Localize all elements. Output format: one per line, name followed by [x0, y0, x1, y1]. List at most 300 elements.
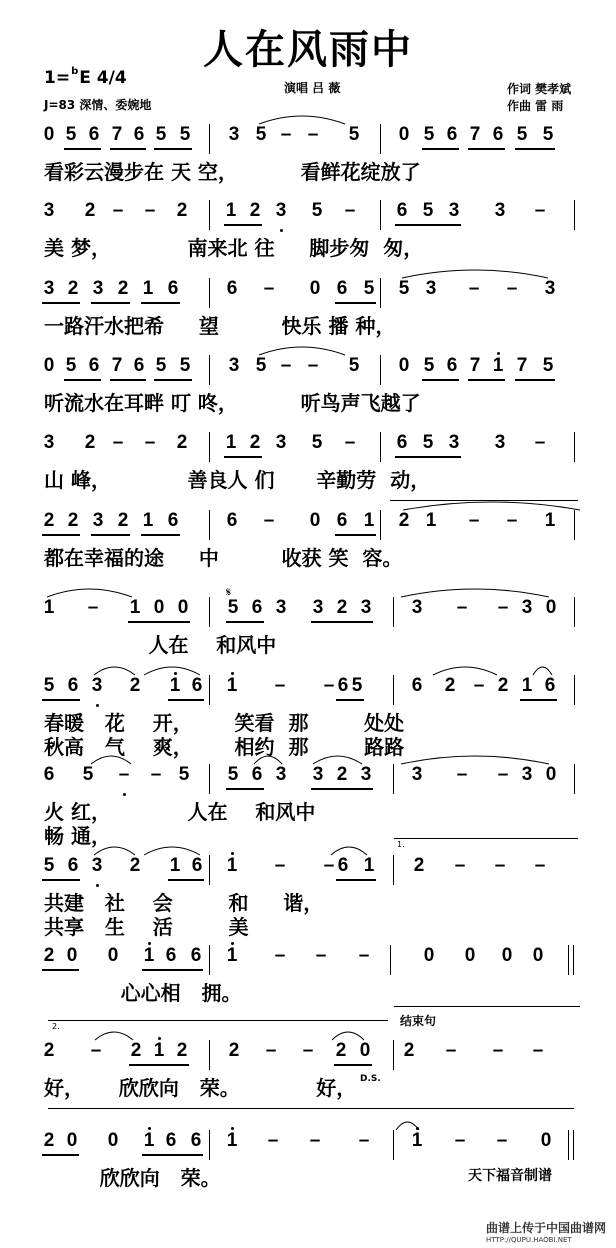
ending-label: 结束句: [400, 1014, 437, 1028]
note: 6: [133, 124, 145, 145]
bar-line: [393, 1040, 394, 1070]
beam-underline: [515, 379, 555, 381]
note: –: [534, 432, 546, 453]
lyric-line: 都在幸福的途 中 收获 笑 容。: [44, 546, 403, 570]
beam-underline: [64, 379, 101, 381]
bar-line: [209, 355, 210, 385]
note: –: [315, 945, 327, 966]
beam-underline: [224, 224, 262, 226]
note: –: [274, 675, 286, 696]
note: 2: [43, 510, 55, 531]
beam-underline: [141, 302, 180, 304]
bar-line: [380, 278, 381, 308]
beam-underline: [154, 148, 192, 150]
notes-row: [0, 278, 616, 306]
bar-line: [574, 200, 575, 230]
note: 6: [446, 355, 458, 376]
bar-line: [380, 355, 381, 385]
note: 1: [225, 432, 237, 453]
note: 2: [335, 1040, 347, 1061]
bar-line: [209, 124, 210, 154]
note: 6: [165, 945, 177, 966]
note: 3: [360, 597, 372, 618]
note: 1: [43, 597, 55, 618]
note: 7: [516, 355, 528, 376]
slur: [144, 667, 200, 675]
note: 0: [66, 945, 78, 966]
note: 2: [129, 855, 141, 876]
note: 1: [143, 945, 155, 966]
note: –: [454, 1130, 466, 1151]
note: –: [112, 200, 124, 221]
note: 3: [521, 597, 533, 618]
octave-dot-above: [148, 942, 151, 945]
lyric-line: 一路汗水把希 望 快乐 播 种，: [44, 314, 396, 338]
note: 2: [43, 945, 55, 966]
slur: [403, 502, 580, 510]
note: –: [358, 1130, 370, 1151]
note: 1: [492, 355, 504, 376]
slur: [433, 667, 497, 675]
note: –: [90, 1040, 102, 1061]
note: 3: [275, 432, 287, 453]
note: –: [307, 355, 319, 376]
notes-row: [0, 675, 616, 703]
note: 1: [363, 855, 375, 876]
bar-line: [393, 1130, 394, 1160]
note: 5: [43, 855, 55, 876]
bar-line: [568, 945, 569, 975]
note: 5: [363, 278, 375, 299]
watermark-url: HTTP://QUPU.HAOBI.NET: [486, 1236, 572, 1244]
notes-row: [0, 1040, 616, 1068]
note: 1: [544, 510, 556, 531]
bar-line: [209, 432, 210, 462]
note: 0: [398, 355, 410, 376]
note: –: [492, 1040, 504, 1061]
beam-underline: [91, 534, 130, 536]
bar-line: [573, 1130, 574, 1160]
note: 0: [423, 945, 435, 966]
note: –: [144, 200, 156, 221]
beam-underline: [152, 621, 190, 623]
notes-row: [0, 355, 616, 383]
slur: [259, 116, 345, 124]
note: 2: [84, 200, 96, 221]
bar-line: [209, 510, 210, 540]
note: 1: [226, 945, 238, 966]
bar-line: [209, 1040, 210, 1070]
beam-underline: [42, 969, 79, 971]
note: 6: [190, 945, 202, 966]
note: 3: [411, 764, 423, 785]
composer-credit: 作曲 雷 雨: [507, 99, 564, 113]
singer-credit: 演唱 吕 薇: [284, 81, 341, 95]
notes-row: [0, 510, 616, 538]
lyric-line: 好， 欣欣向 荣。 好，: [44, 1076, 357, 1100]
note: 6: [446, 124, 458, 145]
beam-underline: [42, 302, 80, 304]
note: 6: [133, 355, 145, 376]
note: 2: [413, 855, 425, 876]
slur: [95, 1032, 133, 1040]
note: 6: [396, 432, 408, 453]
note: 0: [43, 124, 55, 145]
note: –: [112, 432, 124, 453]
note: 0: [107, 945, 119, 966]
notes-row: [0, 945, 616, 973]
note: 1: [521, 675, 533, 696]
beam-underline: [421, 456, 461, 458]
note: 6: [67, 675, 79, 696]
note: 0: [398, 124, 410, 145]
note: –: [150, 764, 162, 785]
beam-underline: [42, 1154, 79, 1156]
note: 0: [107, 1130, 119, 1151]
note: –: [358, 945, 370, 966]
note: 5: [542, 355, 554, 376]
bar-line: [380, 124, 381, 154]
note: 0: [532, 945, 544, 966]
beam-underline: [152, 1064, 189, 1066]
note: 3: [521, 764, 533, 785]
bar-line: [209, 675, 210, 705]
octave-dot-above: [231, 942, 234, 945]
note: –: [497, 764, 509, 785]
note: 6: [544, 675, 556, 696]
bar-line: [574, 764, 575, 794]
note: 6: [251, 764, 263, 785]
octave-dot-above: [231, 672, 234, 675]
lyric-line: 畅 通，: [44, 824, 111, 848]
note: 3: [91, 855, 103, 876]
note: 2: [117, 510, 129, 531]
lyric-line: 美 梦， 南来北 往 脚步匆 匆，: [44, 236, 424, 260]
note: 5: [422, 432, 434, 453]
lyric-line: 共建 社 会 和 谐，: [44, 891, 324, 915]
beam-underline: [336, 699, 364, 701]
lyric-line: 听流水在耳畔 叮 咚， 听鸟声飞越了: [44, 391, 421, 415]
note: 3: [275, 764, 287, 785]
slur: [94, 667, 135, 675]
note: 1: [169, 855, 181, 876]
bar-line: [209, 200, 210, 230]
note: 3: [448, 200, 460, 221]
note: 6: [190, 1130, 202, 1151]
note: 3: [228, 124, 240, 145]
note: 2: [249, 432, 261, 453]
bar-line: [380, 432, 381, 462]
note: –: [280, 355, 292, 376]
beam-underline: [422, 148, 459, 150]
note: 1: [226, 855, 238, 876]
final-line-bracket: [48, 1108, 574, 1109]
beam-underline: [515, 148, 555, 150]
note: 5: [311, 432, 323, 453]
note: 1: [363, 510, 375, 531]
octave-dot-above: [174, 672, 177, 675]
watermark: 曲谱上传于中国曲谱网: [486, 1221, 607, 1235]
note: –: [344, 200, 356, 221]
beam-underline: [421, 224, 461, 226]
note: 6: [226, 278, 238, 299]
note: 2: [67, 510, 79, 531]
note: 0: [309, 510, 321, 531]
note: 6: [337, 855, 349, 876]
bar-line: [573, 945, 574, 975]
note: 6: [167, 278, 179, 299]
bar-line: [568, 1130, 569, 1160]
beam-underline: [226, 621, 264, 623]
note: –: [274, 855, 286, 876]
notes-row: [0, 124, 616, 152]
beam-underline: [335, 534, 376, 536]
publisher-credit: 天下福音制谱: [468, 1168, 552, 1184]
note: –: [307, 124, 319, 145]
note: 3: [43, 432, 55, 453]
bar-line: [390, 945, 391, 975]
note: 6: [492, 124, 504, 145]
beam-underline: [335, 302, 376, 304]
note: –: [265, 1040, 277, 1061]
volta-2-bracket: [48, 1020, 388, 1021]
bar-line: [209, 764, 210, 794]
beam-underline: [164, 1154, 203, 1156]
lyricist-credit: 作词 樊孝斌: [507, 82, 572, 96]
ending-bracket: [394, 1006, 580, 1007]
note: 6: [191, 675, 203, 696]
note: 0: [545, 764, 557, 785]
note: 7: [469, 124, 481, 145]
note: 1: [142, 278, 154, 299]
note: –: [302, 1040, 314, 1061]
volta-1-label: 1.: [397, 840, 405, 849]
note: 2: [129, 675, 141, 696]
note: 6: [226, 510, 238, 531]
note: 6: [88, 355, 100, 376]
beam-underline: [224, 456, 262, 458]
note: 5: [43, 675, 55, 696]
bar-line: [209, 855, 210, 885]
beam-underline: [335, 788, 373, 790]
note: 0: [501, 945, 513, 966]
beam-underline: [336, 879, 376, 881]
note: 5: [311, 200, 323, 221]
volta-1-bracket: [394, 838, 578, 839]
note: 5: [398, 278, 410, 299]
bar-line: [574, 675, 575, 705]
note: 0: [309, 278, 321, 299]
volta-2-label: 2.: [52, 1022, 60, 1031]
note: 5: [255, 124, 267, 145]
note: 0: [153, 597, 165, 618]
lyric-line: 心心相 拥。: [44, 981, 242, 1005]
note: –: [497, 597, 509, 618]
note: 5: [255, 355, 267, 376]
note: 6: [88, 124, 100, 145]
note: 2: [249, 200, 261, 221]
beam-underline: [520, 699, 557, 701]
notes-row: [0, 764, 616, 792]
note: –: [506, 510, 518, 531]
note: 3: [91, 675, 103, 696]
notes-row: [0, 1130, 616, 1158]
note: –: [344, 432, 356, 453]
bar-line: [574, 510, 575, 540]
bar-line: [393, 855, 394, 885]
note: 3: [43, 200, 55, 221]
note: –: [534, 855, 546, 876]
lyric-line: 秋高 气 爽， 相约 那 路路: [44, 735, 405, 759]
note: 2: [444, 675, 456, 696]
note: 0: [540, 1130, 552, 1151]
note: 6: [191, 855, 203, 876]
note: 6: [165, 1130, 177, 1151]
note: 5: [422, 200, 434, 221]
note: 2: [398, 510, 410, 531]
bar-line: [574, 432, 575, 462]
key-signature: 1=$^b$E 4/4: [44, 66, 127, 88]
note: –: [274, 945, 286, 966]
bar-line: [393, 675, 394, 705]
note: 2: [43, 1040, 55, 1061]
note: 3: [275, 200, 287, 221]
bar-line: [209, 945, 210, 975]
note: 6: [251, 597, 263, 618]
beam-underline: [468, 379, 505, 381]
note: 7: [111, 355, 123, 376]
octave-dot-above: [231, 1127, 234, 1130]
note: –: [454, 855, 466, 876]
notes-row: [0, 855, 616, 883]
note: –: [263, 510, 275, 531]
note: –: [494, 855, 506, 876]
note: –: [309, 1130, 321, 1151]
note: 3: [411, 597, 423, 618]
note: 5: [348, 124, 360, 145]
note: –: [263, 278, 275, 299]
note: 5: [227, 764, 239, 785]
note: –: [506, 278, 518, 299]
note: 2: [43, 1130, 55, 1151]
note: 2: [117, 278, 129, 299]
slur: [533, 667, 552, 675]
note: 6: [336, 510, 348, 531]
note: 5: [155, 124, 167, 145]
octave-dot-above: [497, 352, 500, 355]
note: 6: [336, 278, 348, 299]
note: 7: [111, 124, 123, 145]
slur: [259, 347, 345, 355]
beam-underline: [42, 879, 80, 881]
note: 3: [312, 597, 324, 618]
note: 3: [425, 278, 437, 299]
note: 2: [336, 597, 348, 618]
note: 1: [425, 510, 437, 531]
beam-underline: [64, 148, 101, 150]
note: 3: [228, 355, 240, 376]
octave-dot-above: [158, 1037, 161, 1040]
segno-sign: 𝄋: [226, 585, 232, 599]
note: 0: [66, 1130, 78, 1151]
beam-underline: [110, 379, 146, 381]
beam-underline: [164, 969, 203, 971]
note: 3: [544, 278, 556, 299]
beam-underline: [468, 148, 505, 150]
note: –: [118, 764, 130, 785]
slur: [331, 847, 367, 855]
page-title: 人在风雨中: [203, 27, 413, 73]
note: 1: [226, 675, 238, 696]
note: 2: [67, 278, 79, 299]
slur: [144, 847, 200, 855]
note: –: [267, 1130, 279, 1151]
note: 5: [348, 355, 360, 376]
slur: [332, 1032, 364, 1040]
note: 2: [497, 675, 509, 696]
note: –: [323, 675, 335, 696]
note: –: [280, 124, 292, 145]
note: 2: [336, 764, 348, 785]
octave-dot-above: [231, 852, 234, 855]
note: 5: [179, 124, 191, 145]
beam-underline: [42, 534, 80, 536]
note: 5: [542, 124, 554, 145]
note: 5: [82, 764, 94, 785]
note: –: [496, 1130, 508, 1151]
notes-row: [0, 432, 616, 460]
slur: [47, 589, 132, 597]
note: 3: [448, 432, 460, 453]
note: 2: [84, 432, 96, 453]
note: 0: [545, 597, 557, 618]
note: 1: [129, 597, 141, 618]
note: –: [468, 510, 480, 531]
note: 0: [359, 1040, 371, 1061]
note: 0: [177, 597, 189, 618]
note: –: [532, 1040, 544, 1061]
slur: [402, 270, 548, 278]
note: –: [87, 597, 99, 618]
bar-line: [209, 1130, 210, 1160]
note: 1: [411, 1130, 423, 1151]
notes-row: [0, 597, 616, 625]
bar-line: [393, 597, 394, 627]
note: 6: [167, 510, 179, 531]
note: 1: [153, 1040, 165, 1061]
note: 3: [494, 200, 506, 221]
note: 2: [403, 1040, 415, 1061]
slur: [401, 589, 549, 597]
bar-line: [380, 510, 381, 540]
lyric-line: 春暖 花 开， 笑看 那 处处: [44, 711, 405, 735]
note: 0: [43, 355, 55, 376]
note: 5: [423, 124, 435, 145]
bar-line: [209, 278, 210, 308]
note: 5: [155, 355, 167, 376]
lyric-line: 人在 和风中: [44, 633, 277, 657]
note: 3: [43, 278, 55, 299]
note: 5: [178, 764, 190, 785]
beam-underline: [422, 379, 459, 381]
note: 2: [176, 200, 188, 221]
lyric-line: 欣欣向 荣。: [44, 1166, 221, 1190]
beam-underline: [42, 699, 80, 701]
note: 1: [169, 675, 181, 696]
lyric-line: 火 红， 人在 和风中: [44, 800, 316, 824]
note: 6: [396, 200, 408, 221]
ds-marking: D.S.: [360, 1074, 381, 1084]
